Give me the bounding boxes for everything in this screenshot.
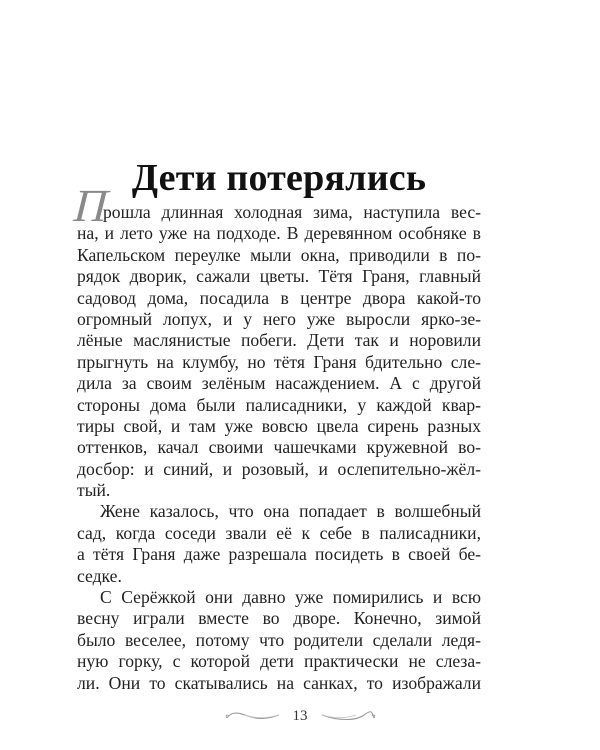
text-line: тый. [77, 480, 111, 501]
text-line: садовод дома, посадила в центре двора какой-то [77, 287, 481, 308]
paragraph [77, 501, 481, 587]
text-line: седке. [77, 565, 122, 586]
drop-cap: П [72, 180, 109, 231]
text-line: а тётя Граня даже разрешала посидеть в своей бе- [77, 544, 481, 565]
text-line: Жене казалось, что она попадает в волшебный [100, 501, 481, 522]
text-line: досбор: и синий, и розовый, и ослепительно-жёл- [77, 458, 481, 479]
text-line: С Серёжкой они давно уже помирились и всю [100, 587, 481, 608]
text-line: тиры свой, и там уже вовсю цвела сирень разных [77, 415, 481, 436]
swash-ornament-left-icon [223, 709, 283, 723]
text-line: ную горку, с которой дети практически не слеза- [77, 651, 481, 672]
text-line: дила за своим зелёным насаждением. А с другой [77, 373, 481, 394]
text-line: ли. Они то скатывались на санках, то изображали [77, 672, 481, 693]
swash-ornament-right-icon [318, 709, 378, 723]
chapter-title: Дети потерялись [131, 157, 427, 200]
text-line: стороны дома были палисадники, у каждой квар- [77, 394, 481, 415]
text-line: лёные маслянистые побеги. Дети так и норовили [77, 330, 481, 351]
page-number: 13 [292, 707, 308, 724]
text-line: рядок дворик, сажали цветы. Тётя Граня, главный [77, 266, 481, 287]
text-line: на, и лето уже на подходе. В деревянном особняке в [77, 223, 481, 244]
text-line: сад, когда соседи звали её к себе в палисадники, [77, 522, 481, 543]
text-line: весну играли вместе во дворе. Конечно, зимой [77, 608, 481, 629]
body-text [77, 202, 481, 694]
text-line: оттенков, качал своими чашечками кружевной во- [77, 437, 481, 458]
text-line: было веселее, потому что родители сделали ледя- [77, 629, 481, 650]
paragraph [77, 202, 481, 501]
text-line: прыгнуть на клумбу, но тётя Граня бдительно сле- [77, 351, 481, 372]
text-line: огромный лопух, и у него уже выросли ярко-зе- [77, 308, 481, 329]
text-line: Капельском переулке мыли окна, приводили в по- [77, 244, 481, 265]
page-footer [0, 702, 600, 730]
text-line: рошла длинная холодная зима, наступила вес- [103, 202, 481, 222]
paragraph [77, 587, 481, 694]
